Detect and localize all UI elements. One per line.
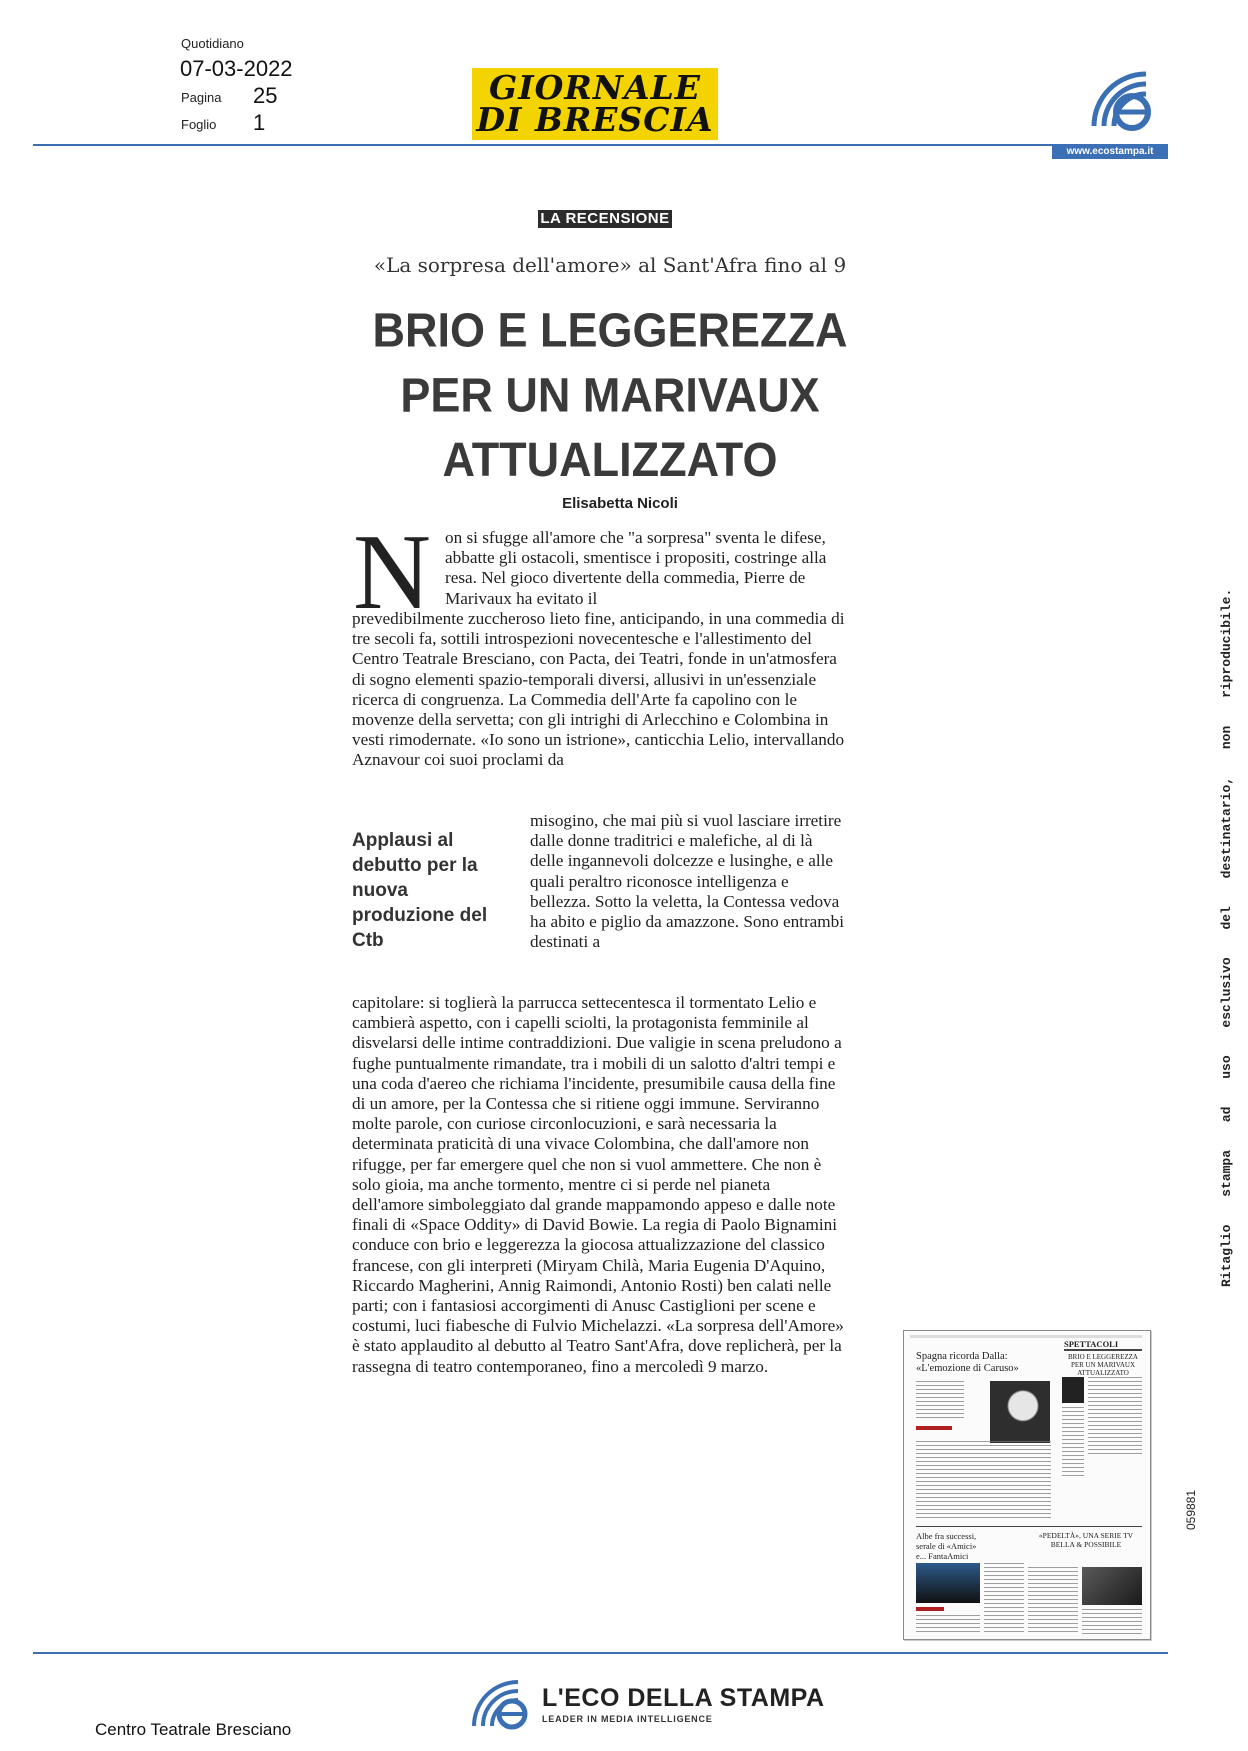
copyright-notice: Ritaglio stampa ad uso esclusivo del destinatario, non riproducibile.: [1219, 588, 1234, 1287]
eco-footer-logo-icon: [470, 1672, 534, 1732]
masthead-line2: DI BRESCIA: [476, 100, 714, 139]
thumb-story3-headline: «PEDELTÀ», UNA SERIE TV BELLA & POSSIBILE: [1038, 1531, 1134, 1549]
client-name: Centro Teatrale Bresciano: [95, 1720, 292, 1739]
article-byline: Elisabetta Nicoli: [562, 495, 678, 512]
thumb-accent: [916, 1426, 952, 1430]
thumb-section: SPETTACOLI: [1064, 1339, 1119, 1349]
thumb-text-block: [1082, 1609, 1142, 1635]
footer-divider: [33, 1652, 1168, 1654]
clipping-code: 059881: [1184, 1489, 1198, 1530]
thumb-text-block: [1028, 1567, 1078, 1635]
thumb-photo-tv: [916, 1563, 980, 1603]
thumb-accent: [916, 1607, 944, 1611]
section-kicker: LA RECENSIONE: [538, 210, 672, 228]
thumb-header-bar: [910, 1335, 1142, 1338]
page-thumbnail: [903, 1330, 1151, 1640]
sheet-label: Foglio: [181, 117, 217, 132]
article-paragraph: on si sfugge all'amore che "a sorpresa" sventa le difese, abbatte gli ostacoli, smentisce i propositi, costringe alla resa. Nel gioco divertente della commedia, Pierre de Marivaux ha evitato il: [445, 528, 827, 608]
thumb-photo-series: [1082, 1567, 1142, 1605]
article-paragraph: capitolare: si toglierà la parrucca settecentesca il tormentato Lelio e cambierà aspetto, con i capelli sciolti, la protagonista femminile al disvelarsi delle intime contraddizioni. Due valigie in scena preludono a fughe puntualmente rimandate, tra i mobili di un salotto d'altri tempi e una coda d'aereo che richiama l'incidente, presumibile causa della fine di un amore, per la Contessa che si ritiene oggi immune. Serviranno molte parole, con curiose circonlocuzioni, e sarà necessaria la determinata praticità di una vivace Colombina, che dall'amore non rifugge, per far emergere quel che non si vuol ammettere. Che non è solo gioia, ma anche tormento, mentre ci si perde nel pianeta dell'amore simboleggiato dal grande mappamondo appeso e dalle note finali di «Space Oddity» di David Bowie. La regia di Paolo Bignamini conduce con brio e leggerezza la giocosa attualizzazione del classico francese, con gli interpreti (Miryam Chilà, Maria Eugenia D'Aquino, Riccardo Magherini, Annig Raimondi, Antonio Rosti) ben calati nelle parti; con i fantasiosi accorgimenti di Anusc Castiglioni per scene e costumi, luci fiabesche di Fulvio Michelazzi. «La sorpresa dell'Amore» è stato applaudito al debutto al Teatro Sant'Afra, dove replicherà, per la rassegna di teatro contemporaneo, fino a mercoledì 9 marzo.: [352, 993, 844, 1376]
thumb-story2-headline: Albe fra successi, serale di «Amici» e... FantaAmici: [916, 1531, 977, 1561]
sheet-number: 1: [253, 110, 266, 135]
eco-url: www.ecostampa.it: [1052, 145, 1168, 159]
page-label: Pagina: [181, 90, 222, 105]
footer-brand: L'ECO DELLA STAMPA: [542, 1684, 825, 1712]
thumb-text-block: [1088, 1377, 1142, 1457]
eco-logo-icon: [1088, 56, 1156, 134]
thumb-divider: [916, 1526, 1142, 1527]
thumb-headline: Spagna ricorda Dalla: «L'emozione di Caruso»: [916, 1351, 1019, 1374]
thumb-dropcap: [1062, 1377, 1084, 1403]
thumb-text-block: [984, 1563, 1024, 1635]
drop-cap: N: [353, 513, 431, 632]
article-headline: BRIO E LEGGEREZZA PER UN MARIVAUX ATTUALIZZATO: [372, 302, 848, 487]
article-paragraph: prevedibilmente zuccheroso lieto fine, anticipando, in una commedia di tre secoli fa, sottili introspezioni novecentesche e l'allestimento del Centro Teatrale Bresciano, con Pacta, dei Teatri, fonde in un'atmosfera di sogno elementi spazio-temporali diversi, allusivi in un'essenziale ricerca di congruenza. La Commedia dell'Arte fa capolino con le movenze della servetta; con gli intrighi di Arlecchino e Colombina in vesti rimodernate. «Io sono un istrione», canticchia Lelio, intervallando Aznavour coi suoi proclami da: [352, 609, 845, 770]
publication-date: 07-03-2022: [180, 56, 293, 81]
header-divider: [33, 144, 1168, 146]
thumb-mini-headline: BRIO E LEGGEREZZA PER UN MARIVAUX ATTUALIZZATO: [1068, 1353, 1138, 1377]
thumb-rule: [1064, 1349, 1142, 1351]
pull-quote: Applausi al debutto per la nuova produzione del Ctb: [352, 830, 488, 951]
masthead-line1: GIORNALE: [489, 68, 701, 107]
newspaper-masthead-logo: [472, 68, 718, 140]
footer-tagline: LEADER IN MEDIA INTELLIGENCE: [542, 1714, 713, 1724]
page-number: 25: [253, 83, 278, 108]
thumb-photo-portrait: [990, 1381, 1050, 1443]
thumb-text-block: [916, 1441, 1051, 1521]
publication-type: Quotidiano: [181, 36, 244, 51]
article-subtitle: «La sorpresa dell'amore» al Sant'Afra fino al 9: [373, 253, 847, 277]
article-paragraph: misogino, che mai più si vuol lasciare irretire dalle donne traditrici e malefiche, al di là delle ingannevoli dolcezze e lusinghe, e alle quali peraltro riconosce intelligenza e bellezza. Sotto la veletta, la Contessa vedova ha abito e piglio da amazzone. Sono entrambi destinati a: [530, 811, 845, 952]
thumb-text-block: [916, 1615, 980, 1635]
thumb-text-block: [1062, 1407, 1084, 1477]
thumb-text-block: [916, 1381, 964, 1421]
